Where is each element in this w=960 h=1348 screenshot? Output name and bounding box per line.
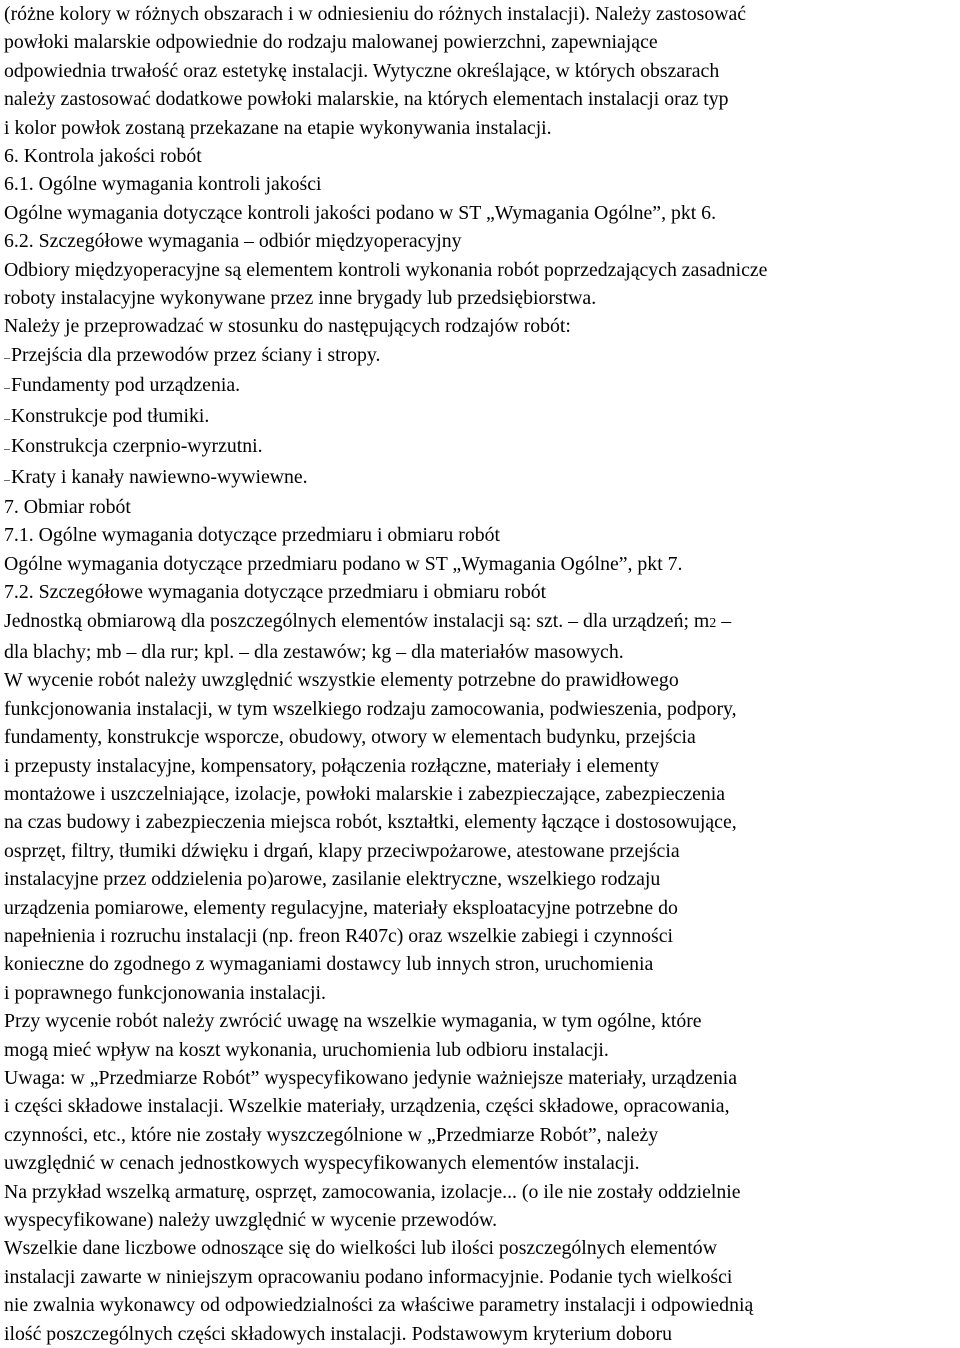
section-heading-7: 7. Obmiar robót bbox=[4, 495, 131, 518]
body-text-line: Wszelkie dane liczbowe odnoszące się do wielkości lub ilości poszczególnych elementów bbox=[4, 1237, 717, 1260]
bullet-dash: – bbox=[4, 380, 10, 395]
body-text-line: instalacyjne przez oddzielenia po)arowe, zasilanie elektryczne, wszelkiego rodzaju bbox=[4, 868, 661, 891]
list-item-text: Przejścia dla przewodów przez ściany i stropy. bbox=[11, 343, 381, 366]
list-item bbox=[4, 402, 960, 432]
bullet-dash: – bbox=[4, 410, 10, 425]
list-item-text: Konstrukcja czerpnio-wyrzutni. bbox=[11, 435, 263, 458]
body-text-line: Należy je przeprowadzać w stosunku do następujących rodzajów robót: bbox=[4, 315, 571, 338]
body-text-line: dla blachy; mb – dla rur; kpl. – dla zestawów; kg – dla materiałów masowych. bbox=[4, 640, 624, 663]
bullet-dash: – bbox=[4, 441, 10, 456]
body-text-line: napełnienia i rozruchu instalacji (np. freon R407c) oraz wszelkie zabiegi i czynności bbox=[4, 925, 673, 947]
body-text-line: W wycenie robót należy uwzględnić wszystkie elementy potrzebne do prawidłowego bbox=[4, 669, 679, 692]
body-text-line: uwzględnić w cenach jednostkowych wyspecyfikowanych elementów instalacji. bbox=[4, 1152, 640, 1175]
body-text-line: i kolor powłok zostaną przekazane na etapie wykonywania instalacji. bbox=[4, 116, 552, 139]
body-text-line: instalacji zawarte w niniejszym opracowaniu podano informacyjnie. Podanie tych wielkości bbox=[4, 1265, 733, 1288]
section-heading-6: 6. Kontrola jakości robót bbox=[4, 145, 202, 168]
body-text-line: wyspecyfikowane) należy uwzględnić w wycenie przewodów. bbox=[4, 1209, 498, 1232]
body-text-line: na czas budowy i zabezpieczenia miejsca robót, kształtki, elementy łączące i dostosowujące, bbox=[4, 811, 737, 834]
body-text-line: nie zwalnia wykonawcy od odpowiedzialności za właściwe parametry instalacji i odpowiednią bbox=[4, 1294, 754, 1317]
list-item-text: Konstrukcje pod tłumiki. bbox=[11, 404, 210, 427]
body-text-line: roboty instalacyjne wykonywane przez inne brygady lub przedsiębiorstwa. bbox=[4, 287, 597, 310]
list-item bbox=[4, 371, 960, 401]
subsection-heading-7-2: 7.2. Szczegółowe wymagania dotyczące przedmiaru i obmiaru robót bbox=[4, 581, 547, 604]
body-text-line: Ogólne wymagania dotyczące przedmiaru podano w ST „Wymagania Ogólne”, pkt 7. bbox=[4, 552, 683, 575]
body-text-line: i poprawnego funkcjonowania instalacji. bbox=[4, 981, 326, 1004]
unit-exponent: 2 bbox=[709, 615, 717, 631]
bullet-dash: – bbox=[4, 471, 10, 486]
list-item bbox=[4, 463, 960, 493]
body-text-line: montażowe i uszczelniające, izolacje, powłoki malarskie i zabezpieczające, zabezpieczenia bbox=[4, 782, 726, 805]
body-text-line: konieczne do zgodnego z wymaganiami dostawcy lub innych stron, uruchomienia bbox=[4, 953, 654, 976]
body-text-line: Na przykład wszelką armaturę, osprzęt, zamocowania, izolacje... (o ile nie zostały oddzielnie bbox=[4, 1180, 741, 1203]
units-text: Jednostką obmiarową dla poszczególnych elementów instalacji są: szt. – dla urządzeń; m bbox=[4, 609, 710, 632]
body-text-line: mogą mieć wpływ na koszt wykonania, uruchomienia lub odbioru instalacji. bbox=[4, 1038, 609, 1061]
body-text-line: funkcjonowania instalacji, w tym wszelkiego rodzaju zamocowania, podwieszenia, podpory, bbox=[4, 697, 737, 720]
units-text-dash: – bbox=[716, 609, 732, 632]
body-text-line bbox=[4, 607, 960, 638]
body-text-line: fundamenty, konstrukcje wsporcze, obudowy, otwory w elementach budynku, przejścia bbox=[4, 726, 696, 749]
list-item bbox=[4, 432, 960, 462]
body-text-line: urządzenia pomiarowe, elementy regulacyjne, materiały eksploatacyjne potrzebne do bbox=[4, 896, 678, 919]
bullet-dash: – bbox=[4, 349, 10, 364]
body-text-line: odpowiednia trwałość oraz estetykę instalacji. Wytyczne określające, w których obszarach bbox=[4, 59, 720, 82]
list-item-text: Kraty i kanały nawiewno-wywiewne. bbox=[11, 465, 308, 488]
body-text-line: Przy wycenie robót należy zwrócić uwagę na wszelkie wymagania, w tym ogólne, które bbox=[4, 1010, 702, 1033]
body-text-line: należy zastosować dodatkowe powłoki malarskie, na których elementach instalacji oraz typ bbox=[4, 88, 729, 111]
body-text-line: powłoki malarskie odpowiednie do rodzaju malowanej powierzchni, zapewniające bbox=[4, 31, 658, 54]
body-text-line: Ogólne wymagania dotyczące kontroli jakości podano w ST „Wymagania Ogólne”, pkt 6. bbox=[4, 201, 717, 224]
body-text-line: i części składowe instalacji. Wszelkie materiały, urządzenia, części składowe, opracowania, bbox=[4, 1095, 730, 1118]
list-item bbox=[4, 341, 960, 371]
subsection-heading-6-2: 6.2. Szczegółowe wymagania – odbiór międzyoperacyjny bbox=[4, 230, 462, 253]
list-item-text: Fundamenty pod urządzenia. bbox=[11, 374, 241, 397]
body-text-line: i przepusty instalacyjne, kompensatory, połączenia rozłączne, materiały i elementy bbox=[4, 754, 660, 777]
body-text-line: ilość poszczególnych części składowych instalacji. Podstawowym kryterium doboru bbox=[4, 1322, 673, 1345]
body-text-line: Uwaga: w „Przedmiarze Robót” wyspecyfikowano jedynie ważniejsze materiały, urządzenia bbox=[4, 1067, 738, 1090]
body-text-line: czynności, etc., które nie zostały wyszczególnione w „Przedmiarze Robót”, należy bbox=[4, 1123, 659, 1146]
body-text-line: (różne kolory w różnych obszarach i w odniesieniu do różnych instalacji). Należy zastosować bbox=[4, 3, 747, 25]
body-text-line: Odbiory międzyoperacyjne są elementem kontroli wykonania robót poprzedzających zasadnicze bbox=[4, 258, 768, 281]
subsection-heading-6-1: 6.1. Ogólne wymagania kontroli jakości bbox=[4, 173, 322, 196]
body-text-line: osprzęt, filtry, tłumiki dźwięku i drgań, klapy przeciwpożarowe, atestowane przejścia bbox=[4, 839, 680, 862]
subsection-heading-7-1: 7.1. Ogólne wymagania dotyczące przedmiaru i obmiaru robót bbox=[4, 524, 501, 547]
